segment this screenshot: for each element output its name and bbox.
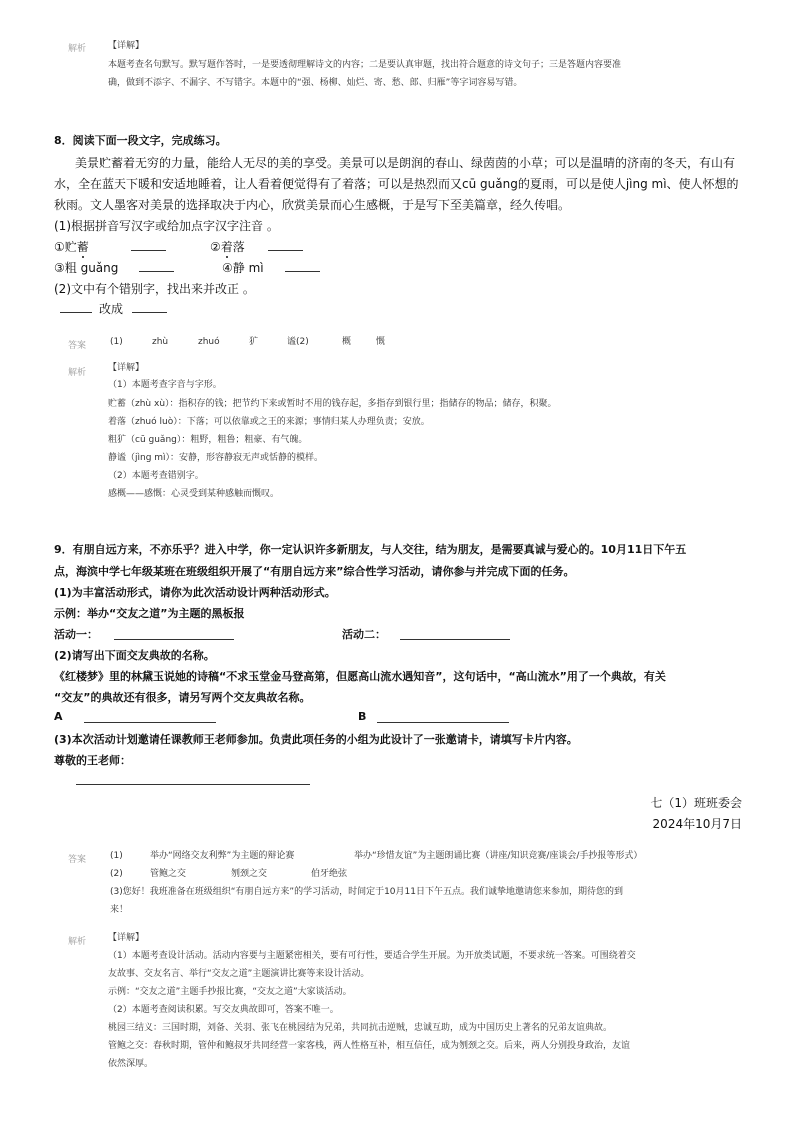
detail-heading: 【详解】 bbox=[108, 363, 145, 373]
question-9-line: “交友”的典故还有很多，请另写两个交友典故名称。 bbox=[54, 691, 311, 704]
answer-blank[interactable] bbox=[131, 238, 166, 251]
activity-2-blank[interactable] bbox=[400, 639, 510, 640]
answer-label: 答案 bbox=[68, 341, 87, 351]
answer-item: (3)您好！我班准备在班级组织“有朋自远方来”的学习活动，时间定于10月11日下午五点。我们诚挚地邀请您来参加，期待您的到 bbox=[110, 887, 623, 897]
date: 2024年10月7日 bbox=[652, 817, 742, 831]
example: 示例：举办“交友之道”为主题的黑板报 bbox=[54, 607, 245, 620]
answer-blank[interactable] bbox=[268, 238, 303, 251]
answer-item: 举办“网络交友利弊”为主题的辩论赛 bbox=[150, 851, 295, 861]
fix-label: 改成 bbox=[99, 302, 124, 316]
answer-item: 犷 bbox=[249, 337, 259, 347]
sub-question-3: (3)本次活动计划邀请任课教师王老师参加。负责此项任务的小组为此设计了一张邀请卡，请填写卡片内容。 bbox=[54, 733, 578, 746]
analysis-line: 着落（zhuó luò）：下落；可以依靠或之王的来源；事情归某人办理负责；安放。 bbox=[108, 417, 430, 427]
item-3: ③粗 guǎng bbox=[54, 261, 119, 275]
analysis-line: 粗犷（cū guǎng）：粗野，粗鲁；粗豪、有气魄。 bbox=[108, 435, 308, 445]
item-1 bbox=[54, 238, 89, 255]
passage-line: 秋雨。文人墨客对美景的选择取决于内心，欣赏美景而心生感概，于是写下至美篇章，经久传唱。 bbox=[54, 198, 571, 212]
analysis-line: 示例：“交友之道”主题手抄报比赛，“交友之道”大家谈活动。 bbox=[108, 987, 352, 997]
option-a-blank[interactable] bbox=[84, 722, 216, 723]
analysis-line: 桃园三结义：三国时期，刘备、关羽、张飞在桃园结为兄弟，共同抗击逆贼，忠诚互助，成为中国历史上著名的兄弟友谊典故。 bbox=[108, 1023, 613, 1033]
answer-item: zhù bbox=[152, 337, 169, 347]
dotted-char: 蓄 bbox=[76, 240, 89, 254]
option-b-blank[interactable] bbox=[377, 722, 509, 723]
answer-item: (1) bbox=[110, 337, 123, 347]
question-9-line: 9．有朋自远方来，不亦乐乎？进入中学，你一定认识许多新朋友，与人交往，结为朋友，是需要真诚与爱心的。10月11日下午五 bbox=[54, 543, 687, 556]
answer-item: (2) bbox=[110, 869, 123, 879]
sub-question-1: (1)根据拼音写汉字或给加点字汉字注音 。 bbox=[54, 219, 279, 233]
analysis-line: 静谧（jìng mì）：安静，形容静寂无声或恬静的模样。 bbox=[108, 453, 324, 463]
answer-label: 答案 bbox=[68, 855, 87, 865]
item-4: ④静 mì bbox=[222, 261, 264, 275]
analysis-line: 确，做到不添字、不漏字、不写错字。本题中的“强、杨柳、灿烂、寄、愁、郎、归雁”等字词容易写错。 bbox=[108, 78, 523, 88]
analysis-label: 解析 bbox=[68, 937, 87, 947]
answer-item: zhuó bbox=[198, 337, 220, 347]
item-2-prefix: ② bbox=[210, 240, 221, 254]
analysis-line: 感概——感慨：心灵受到某种感触而慨叹。 bbox=[108, 489, 280, 499]
answer-item: (1) bbox=[110, 851, 123, 861]
sub-question-2: (2)请写出下面交友典故的名称。 bbox=[54, 649, 215, 662]
item-1-prefix: ①贮 bbox=[54, 240, 77, 254]
analysis-line: 管鲍之交：春秋时期，管仲和鲍叔牙共同经营一家客栈，两人性格互补，相互信任，成为刎颈之交。后来，两人分别投身政治，友谊 bbox=[108, 1041, 631, 1051]
answer-item: 伯牙绝弦 bbox=[311, 869, 348, 879]
passage-line: 美景贮蓄着无穷的力量，能给人无尽的美的享受。美景可以是朗润的春山、绿茵茵的小草；可以是温晴的济南的冬天，有山有 bbox=[75, 156, 736, 170]
question-9-line: 点，海滨中学七年级某班在班级组织开展了“有朋自远方来”综合性学习活动，请你参与并完成下面的任务。 bbox=[54, 565, 575, 578]
analysis-line: （2）本题考查阅读积累。写交友典故即可，答案不唯一。 bbox=[108, 1005, 339, 1015]
analysis-line: 依然深厚。 bbox=[108, 1059, 154, 1069]
activity-1-blank[interactable] bbox=[114, 639, 234, 640]
analysis-line: 本题考查名句默写。默写题作答时，一是要透彻理解诗文的内容；二是要认真审题，找出符合题意的诗文句子；三是答题内容要准 bbox=[108, 60, 622, 70]
answer-item: 举办“珍惜友谊”为主题朗诵比赛（讲座/知识竞赛/座谈会/手抄报等形式） bbox=[354, 851, 643, 861]
item-2 bbox=[210, 238, 245, 255]
question-8-title: 8．阅读下面一段文字，完成练习。 bbox=[54, 134, 227, 147]
analysis-label: 解析 bbox=[68, 368, 87, 378]
analysis-line: （2）本题考查错别字。 bbox=[108, 471, 204, 481]
answer-blank[interactable] bbox=[139, 259, 174, 272]
detail-heading: 【详解】 bbox=[108, 933, 145, 943]
analysis-line: 友故事、交友名言、举行“交友之道”主题演讲比赛等来设计活动。 bbox=[108, 969, 370, 979]
answer-blank[interactable] bbox=[285, 259, 320, 272]
dotted-char: 着 bbox=[220, 240, 233, 254]
analysis-line: （1）本题考查设计活动。活动内容要与主题紧密相关，要有可行性，要适合学生开展。为开放类试题，不要求统一答案。可围绕着交 bbox=[108, 951, 636, 961]
analysis-label: 解析 bbox=[68, 44, 87, 54]
analysis-line: （1）本题考查字音与字形。 bbox=[108, 380, 222, 390]
answer-item: 刎颈之交 bbox=[231, 869, 268, 879]
answer-blank[interactable] bbox=[132, 300, 167, 313]
answer-blank[interactable] bbox=[60, 300, 92, 313]
greeting: 尊敬的王老师： bbox=[54, 754, 131, 767]
option-a-label: A bbox=[54, 710, 63, 723]
detail-heading: 【详解】 bbox=[108, 41, 145, 51]
question-9-line: 《红楼梦》里的林黛玉说她的诗稿“不求玉堂金马登高第，但愿高山流水遇知音”，这句话中，“高山流水”用了一个典故，有关 bbox=[54, 670, 666, 683]
sub-question-2: (2)文中有个错别字，找出来并改正 。 bbox=[54, 282, 255, 296]
answer-item: 概 bbox=[342, 337, 352, 347]
activity-2-label: 活动二： bbox=[342, 628, 386, 641]
analysis-line: 贮蓄（zhù xù）：指积存的钱；把节约下来或暂时不用的钱存起，多指存到银行里；指储存的物品；储存，积聚。 bbox=[108, 399, 557, 409]
letter-blank[interactable] bbox=[76, 784, 310, 785]
answer-item: 管鲍之交 bbox=[150, 869, 187, 879]
answer-item: 来！ bbox=[110, 905, 129, 915]
passage-line: 水，全在蓝天下暖和安适地睡着，让人看着便觉得有了着落；可以是热烈而又cū guǎng的夏雨，可以是使人jìng mì、使人怀想的 bbox=[54, 177, 739, 191]
item-2-suffix: 落 bbox=[232, 240, 245, 254]
signature: 七（1）班班委会 bbox=[650, 796, 742, 810]
activity-1-label: 活动一： bbox=[54, 628, 98, 641]
sub-question-1: (1)为丰富活动形式，请你为此次活动设计两种活动形式。 bbox=[54, 586, 336, 599]
option-b-label: B bbox=[358, 710, 367, 723]
answer-item: 慨 bbox=[376, 337, 386, 347]
answer-item: 谧(2) bbox=[287, 337, 309, 347]
